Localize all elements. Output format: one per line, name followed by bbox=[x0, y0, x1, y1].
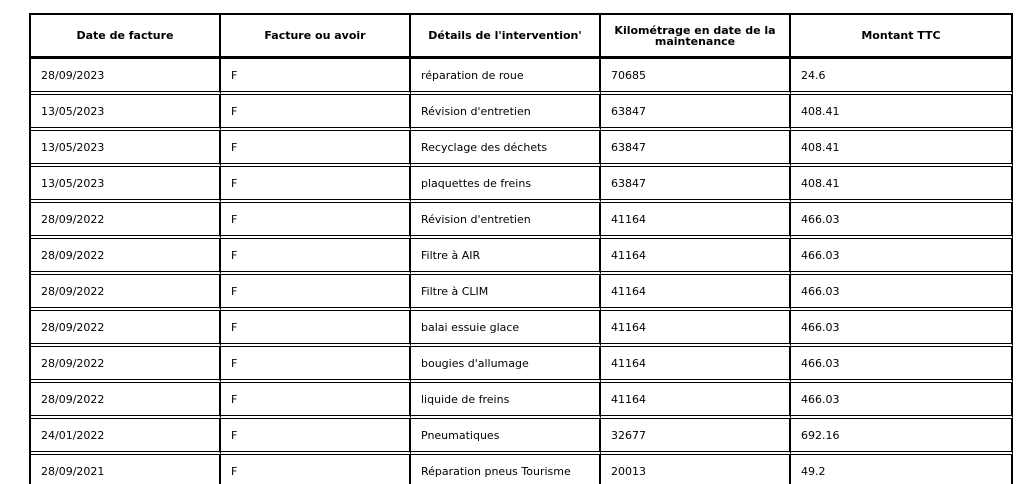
cell-details: plaquettes de freins bbox=[411, 167, 601, 203]
cell-amount: 408.41 bbox=[791, 95, 1013, 131]
cell-mileage: 20013 bbox=[601, 455, 791, 484]
cell-details: balai essuie glace bbox=[411, 311, 601, 347]
header-type: Facture ou avoir bbox=[221, 15, 411, 59]
cell-type: F bbox=[221, 347, 411, 383]
cell-date: 13/05/2023 bbox=[31, 131, 221, 167]
cell-date: 24/01/2022 bbox=[31, 419, 221, 455]
table-row bbox=[31, 275, 1013, 311]
table-body bbox=[31, 59, 1013, 484]
cell-details: réparation de roue bbox=[411, 59, 601, 95]
header-date: Date de facture bbox=[31, 15, 221, 59]
cell-details: Pneumatiques bbox=[411, 419, 601, 455]
table-row bbox=[31, 311, 1013, 347]
cell-mileage: 41164 bbox=[601, 383, 791, 419]
table-row bbox=[31, 239, 1013, 275]
cell-date: 13/05/2023 bbox=[31, 167, 221, 203]
cell-date: 28/09/2022 bbox=[31, 311, 221, 347]
cell-mileage: 41164 bbox=[601, 311, 791, 347]
cell-amount: 466.03 bbox=[791, 203, 1013, 239]
cell-mileage: 70685 bbox=[601, 59, 791, 95]
cell-details: Réparation pneus Tourisme bbox=[411, 455, 601, 484]
cell-details: Filtre à CLIM bbox=[411, 275, 601, 311]
table-header bbox=[31, 15, 1013, 59]
cell-amount: 408.41 bbox=[791, 131, 1013, 167]
table-row bbox=[31, 203, 1013, 239]
header-amount: Montant TTC bbox=[791, 15, 1013, 59]
cell-mileage: 41164 bbox=[601, 347, 791, 383]
cell-mileage: 63847 bbox=[601, 167, 791, 203]
cell-type: F bbox=[221, 311, 411, 347]
table-row bbox=[31, 95, 1013, 131]
cell-details: liquide de freins bbox=[411, 383, 601, 419]
cell-date: 28/09/2022 bbox=[31, 347, 221, 383]
cell-mileage: 63847 bbox=[601, 131, 791, 167]
table-row bbox=[31, 131, 1013, 167]
cell-date: 28/09/2023 bbox=[31, 59, 221, 95]
cell-mileage: 41164 bbox=[601, 275, 791, 311]
table-row bbox=[31, 383, 1013, 419]
table-row bbox=[31, 419, 1013, 455]
cell-details: Filtre à AIR bbox=[411, 239, 601, 275]
table-row bbox=[31, 59, 1013, 95]
cell-amount: 466.03 bbox=[791, 347, 1013, 383]
cell-type: F bbox=[221, 95, 411, 131]
cell-date: 13/05/2023 bbox=[31, 95, 221, 131]
cell-type: F bbox=[221, 455, 411, 484]
cell-date: 28/09/2022 bbox=[31, 203, 221, 239]
table-row bbox=[31, 347, 1013, 383]
maintenance-table bbox=[29, 13, 1013, 484]
cell-date: 28/09/2022 bbox=[31, 239, 221, 275]
table-row bbox=[31, 167, 1013, 203]
table-row bbox=[31, 455, 1013, 484]
cell-amount: 408.41 bbox=[791, 167, 1013, 203]
cell-date: 28/09/2021 bbox=[31, 455, 221, 484]
cell-amount: 466.03 bbox=[791, 311, 1013, 347]
cell-type: F bbox=[221, 59, 411, 95]
cell-amount: 466.03 bbox=[791, 239, 1013, 275]
cell-type: F bbox=[221, 167, 411, 203]
header-mileage: Kilométrage en date de la maintenance bbox=[601, 15, 791, 59]
cell-type: F bbox=[221, 203, 411, 239]
cell-amount: 24.6 bbox=[791, 59, 1013, 95]
cell-type: F bbox=[221, 275, 411, 311]
cell-amount: 466.03 bbox=[791, 275, 1013, 311]
header-details: Détails de l'intervention' bbox=[411, 15, 601, 59]
cell-mileage: 32677 bbox=[601, 419, 791, 455]
cell-details: Révision d'entretien bbox=[411, 203, 601, 239]
cell-amount: 49.2 bbox=[791, 455, 1013, 484]
cell-details: bougies d'allumage bbox=[411, 347, 601, 383]
cell-date: 28/09/2022 bbox=[31, 275, 221, 311]
header-row bbox=[31, 15, 1013, 59]
cell-type: F bbox=[221, 383, 411, 419]
cell-details: Recyclage des déchets bbox=[411, 131, 601, 167]
cell-type: F bbox=[221, 239, 411, 275]
cell-amount: 692.16 bbox=[791, 419, 1013, 455]
cell-amount: 466.03 bbox=[791, 383, 1013, 419]
cell-type: F bbox=[221, 131, 411, 167]
cell-mileage: 41164 bbox=[601, 203, 791, 239]
cell-mileage: 63847 bbox=[601, 95, 791, 131]
cell-details: Révision d'entretien bbox=[411, 95, 601, 131]
cell-date: 28/09/2022 bbox=[31, 383, 221, 419]
cell-mileage: 41164 bbox=[601, 239, 791, 275]
cell-type: F bbox=[221, 419, 411, 455]
